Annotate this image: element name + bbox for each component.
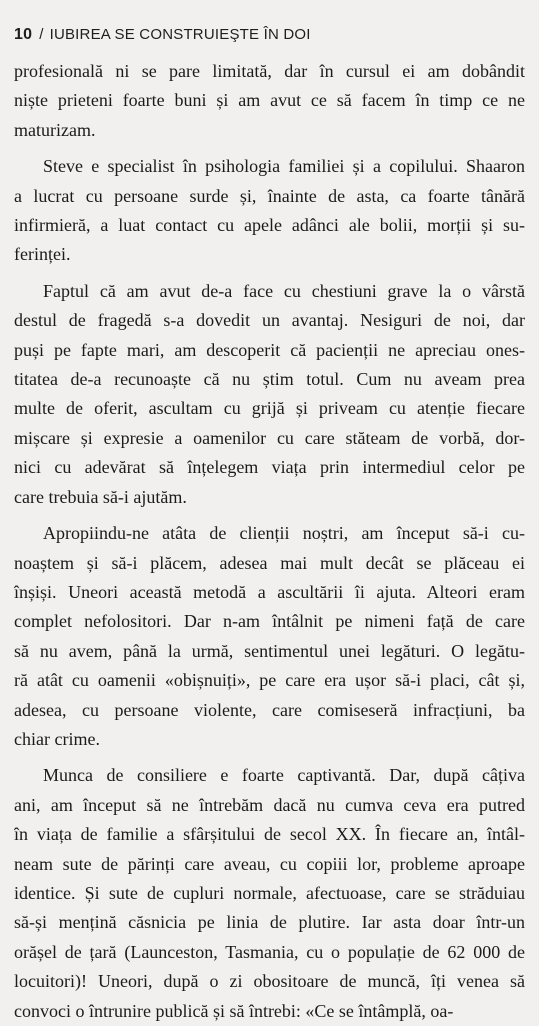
text-line: să nu avem, până la urmă, sentimentul unei legături. O legătu- [14, 640, 525, 661]
page-number: 10 [14, 26, 33, 43]
text-line: identice. Și sute de cupluri normale, afectuoase, care se străduiau [14, 882, 525, 903]
text-line: înșiși. Uneori această metodă a ascultării îi ajuta. Alteori eram [14, 581, 525, 602]
running-header [14, 26, 311, 44]
text-line: a lucrat cu persoane surde și, înainte de asta, ca foarte tânără [14, 185, 525, 206]
paragraph [14, 519, 525, 754]
text-line: în viața de familie a sfârșitului de secol XX. În fiecare an, întâl- [14, 824, 525, 845]
text-line: niște prieteni foarte buni și am avut ce să facem în timp ce ne [14, 90, 525, 111]
text-line: titatea de-a recunoaște că nu știm totul. Cum nu aveam prea [14, 369, 525, 390]
text-line: complet nefolositori. Dar n-am întâlnit pe nimeni față de care [14, 611, 525, 632]
text-line: locuitori)! Uneori, după o zi obositoare de muncă, îți venea să [14, 971, 525, 992]
paragraph [14, 57, 525, 145]
text-line: ră atât cu oamenii «obișnuiți», pe care era ușor să-i placi, cât și, [14, 670, 525, 691]
text-line: multe de oferit, ascultam cu grijă și priveam cu atenție fiecare [14, 398, 525, 419]
text-line: destul de fragedă s-a dovedit un avantaj. Nesiguri de noi, dar [14, 310, 525, 331]
body-text [14, 57, 525, 1026]
paragraph [14, 761, 525, 1026]
text-line: mișcare și expresie a oamenilor cu care stăteam de vorbă, dor- [14, 427, 525, 448]
text-line: ani, am început să ne întrebăm dacă nu cumva ceva era putred [14, 794, 525, 815]
text-line: să-și mențină căsnicia pe linia de plutire. Iar asta doar într-un [14, 912, 525, 933]
paragraph [14, 277, 525, 512]
text-line: Faptul că am avut de-a face cu chestiuni grave la o vârstă [43, 280, 525, 301]
text-line: profesională ni se pare limitată, dar în cursul ei am dobândit [14, 61, 525, 81]
text-line: chiar crime. [14, 728, 100, 749]
text-line: nici cu adevărat să înțelegem viața prin intermediul celor pe [14, 457, 525, 478]
paragraph [14, 152, 525, 270]
text-line: ferinței. [14, 244, 71, 265]
text-line: orășel de țară (Launceston, Tasmania, cu o populație de 62 000 de [14, 941, 525, 962]
text-line: noaștem și să-i plăcem, adesea mai mult decât se plăceau ei [14, 552, 525, 573]
text-line: adesea, cu persoane violente, care comiseseră infracțiuni, ba [14, 699, 525, 720]
header-separator: / [39, 26, 44, 43]
text-line: neam sute de părinți care aveau, cu copiii lor, probleme aproape [14, 853, 525, 874]
text-line: convoci o întrunire publică și să întrebi: «Ce se întâmplă, oa- [14, 1000, 454, 1021]
text-line: Steve e specialist în psihologia familiei și a copilului. Shaaron [43, 156, 525, 177]
text-line: infirmieră, a luat contact cu apele adânci ale bolii, morții și su- [14, 215, 525, 236]
text-line: maturizam. [14, 119, 96, 140]
text-line: puși pe fapte mari, am descoperit că pacienții ne apreciau ones- [14, 339, 525, 360]
text-line: Apropiindu-ne atâta de clienții noștri, am început să-i cu- [43, 523, 525, 544]
text-line: care trebuia să-i ajutăm. [14, 486, 187, 507]
running-title: IUBIREA SE CONSTRUIEŞTE ÎN DOI [49, 26, 311, 43]
text-line: Munca de consiliere e foarte captivantă. Dar, după câțiva [43, 765, 525, 786]
